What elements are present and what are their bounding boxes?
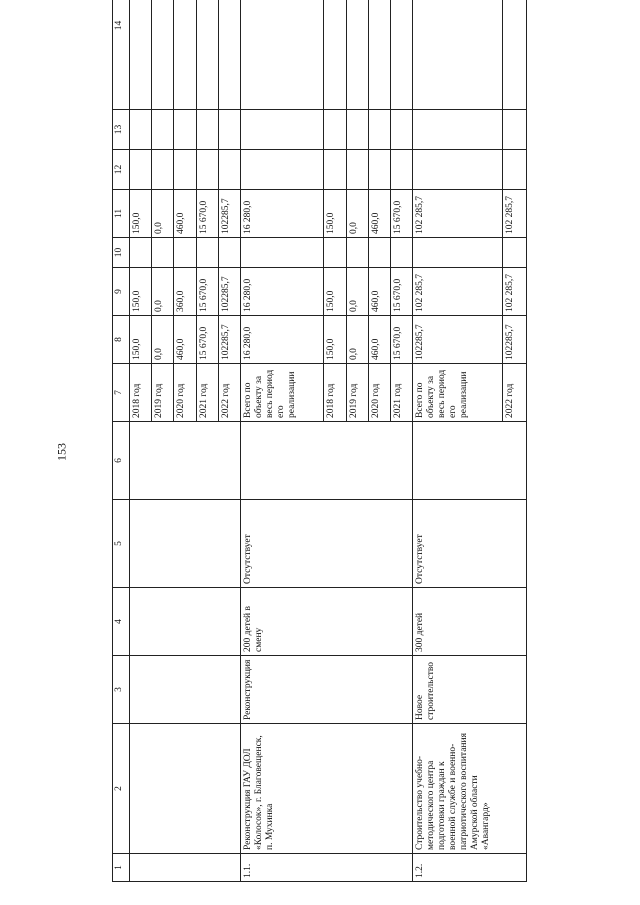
cell bbox=[130, 588, 241, 656]
cell bbox=[368, 0, 390, 110]
rotated-table-container bbox=[112, 20, 527, 882]
value-cell: 15 670,0 bbox=[390, 268, 412, 316]
cell bbox=[241, 110, 324, 150]
value-cell: 15 670,0 bbox=[390, 316, 412, 364]
cell bbox=[130, 656, 241, 724]
year-cell: 2020 год bbox=[174, 364, 196, 422]
value-cell: 460,0 bbox=[368, 268, 390, 316]
value-cell: 15 670,0 bbox=[390, 190, 412, 238]
cell bbox=[130, 150, 152, 190]
cell bbox=[368, 238, 390, 268]
value-cell: 102285,7 bbox=[502, 316, 526, 364]
cell bbox=[390, 110, 412, 150]
project-c5: Отсутствует bbox=[413, 500, 527, 588]
value-cell: 15 670,0 bbox=[196, 316, 218, 364]
cell bbox=[152, 238, 174, 268]
value-cell: 102 285,7 bbox=[502, 268, 526, 316]
cell bbox=[346, 238, 368, 268]
value-cell: 460,0 bbox=[368, 190, 390, 238]
year-cell: 2019 год bbox=[346, 364, 368, 422]
cell bbox=[241, 0, 324, 110]
col-num: 13 bbox=[113, 110, 130, 150]
value-cell: 0,0 bbox=[346, 190, 368, 238]
cell bbox=[324, 238, 346, 268]
cell bbox=[152, 0, 174, 110]
col-num: 8 bbox=[113, 316, 130, 364]
value-cell: 15 670,0 bbox=[196, 190, 218, 238]
cell bbox=[502, 0, 526, 110]
value-cell: 0,0 bbox=[152, 316, 174, 364]
total-label: Всего по объекту за весь период его реализации bbox=[413, 364, 503, 422]
year-cell: 2022 год bbox=[218, 364, 240, 422]
project-row bbox=[413, 0, 503, 882]
col-num: 1 bbox=[113, 854, 130, 882]
value-cell: 150,0 bbox=[324, 190, 346, 238]
cell bbox=[130, 0, 152, 110]
value-cell: 360,0 bbox=[174, 268, 196, 316]
project-name: Реконструкция ГАУ ДОЛ «Колосок», г. Благовещенск, п. Мухинка bbox=[241, 724, 413, 854]
cell bbox=[130, 854, 241, 882]
cell bbox=[130, 238, 152, 268]
cell bbox=[413, 238, 503, 268]
project-row bbox=[241, 0, 324, 882]
value-cell: 15 670,0 bbox=[196, 268, 218, 316]
value-cell: 460,0 bbox=[174, 316, 196, 364]
value-cell: 102285,7 bbox=[413, 316, 503, 364]
year-cell: 2020 год bbox=[368, 364, 390, 422]
cell bbox=[196, 110, 218, 150]
cell bbox=[130, 724, 241, 854]
total-label: Всего по объекту за весь период его реализации bbox=[241, 364, 324, 422]
cell bbox=[413, 422, 527, 500]
year-cell: 2019 год bbox=[152, 364, 174, 422]
value-cell: 150,0 bbox=[324, 268, 346, 316]
table-row bbox=[130, 0, 152, 882]
value-cell: 150,0 bbox=[130, 316, 152, 364]
value-cell: 150,0 bbox=[324, 316, 346, 364]
cell bbox=[324, 0, 346, 110]
value-cell: 102285,7 bbox=[218, 190, 240, 238]
cell bbox=[390, 238, 412, 268]
value-cell: 150,0 bbox=[130, 190, 152, 238]
value-cell: 102285,7 bbox=[218, 316, 240, 364]
cell bbox=[502, 150, 526, 190]
cell bbox=[130, 422, 241, 500]
cell bbox=[413, 150, 503, 190]
cell bbox=[152, 110, 174, 150]
cell bbox=[390, 150, 412, 190]
col-num: 7 bbox=[113, 364, 130, 422]
value-cell: 16 280,0 bbox=[241, 268, 324, 316]
value-cell: 0,0 bbox=[152, 190, 174, 238]
project-number: 1.1. bbox=[241, 854, 413, 882]
value-cell: 102 285,7 bbox=[413, 190, 503, 238]
col-num: 11 bbox=[113, 190, 130, 238]
cell bbox=[390, 0, 412, 110]
value-cell: 102285,7 bbox=[218, 268, 240, 316]
column-number-row bbox=[113, 0, 130, 882]
cell bbox=[218, 110, 240, 150]
col-num: 5 bbox=[113, 500, 130, 588]
value-cell: 102 285,7 bbox=[413, 268, 503, 316]
cell bbox=[196, 150, 218, 190]
cell bbox=[346, 150, 368, 190]
value-cell: 150,0 bbox=[130, 268, 152, 316]
cell bbox=[413, 0, 503, 110]
cell bbox=[241, 422, 413, 500]
cell bbox=[241, 238, 324, 268]
cell bbox=[346, 0, 368, 110]
cell bbox=[218, 0, 240, 110]
cell bbox=[196, 238, 218, 268]
year-cell: 2021 год bbox=[196, 364, 218, 422]
col-num: 3 bbox=[113, 656, 130, 724]
cell bbox=[218, 150, 240, 190]
year-cell: 2018 год bbox=[324, 364, 346, 422]
project-number: 1.2. bbox=[413, 854, 527, 882]
cell bbox=[324, 150, 346, 190]
year-cell: 2018 год bbox=[130, 364, 152, 422]
project-type: Реконструкция bbox=[241, 656, 413, 724]
cell bbox=[130, 110, 152, 150]
project-name: Строительство учебно-методического центра подготовки граждан к военной службе и военно-патриотического воспитания Амурской области «Авангард» bbox=[413, 724, 527, 854]
cell bbox=[152, 150, 174, 190]
value-cell: 16 280,0 bbox=[241, 190, 324, 238]
cell bbox=[196, 0, 218, 110]
value-cell: 460,0 bbox=[174, 190, 196, 238]
value-cell: 0,0 bbox=[346, 316, 368, 364]
cell bbox=[324, 110, 346, 150]
col-num: 9 bbox=[113, 268, 130, 316]
col-num: 2 bbox=[113, 724, 130, 854]
value-cell: 0,0 bbox=[152, 268, 174, 316]
cell bbox=[368, 150, 390, 190]
cell bbox=[130, 500, 241, 588]
year-cell: 2022 год bbox=[502, 364, 526, 422]
value-cell: 16 280,0 bbox=[241, 316, 324, 364]
project-capacity: 300 детей bbox=[413, 588, 527, 656]
col-num: 12 bbox=[113, 150, 130, 190]
project-type: Новое строительство bbox=[413, 656, 527, 724]
cell bbox=[174, 150, 196, 190]
cell bbox=[241, 150, 324, 190]
cell bbox=[174, 0, 196, 110]
col-num: 6 bbox=[113, 422, 130, 500]
program-table bbox=[112, 0, 527, 882]
cell bbox=[218, 238, 240, 268]
cell bbox=[174, 110, 196, 150]
year-cell: 2021 год bbox=[390, 364, 412, 422]
cell bbox=[502, 110, 526, 150]
cell bbox=[413, 110, 503, 150]
cell bbox=[368, 110, 390, 150]
page-number: 153 bbox=[54, 443, 69, 461]
value-cell: 102 285,7 bbox=[502, 190, 526, 238]
cell bbox=[174, 238, 196, 268]
value-cell: 460,0 bbox=[368, 316, 390, 364]
col-num: 10 bbox=[113, 238, 130, 268]
col-num: 14 bbox=[113, 0, 130, 110]
col-num: 4 bbox=[113, 588, 130, 656]
value-cell: 0,0 bbox=[346, 268, 368, 316]
cell bbox=[346, 110, 368, 150]
project-c5: Отсутствует bbox=[241, 500, 413, 588]
project-capacity: 200 детей в смену bbox=[241, 588, 413, 656]
cell bbox=[502, 238, 526, 268]
